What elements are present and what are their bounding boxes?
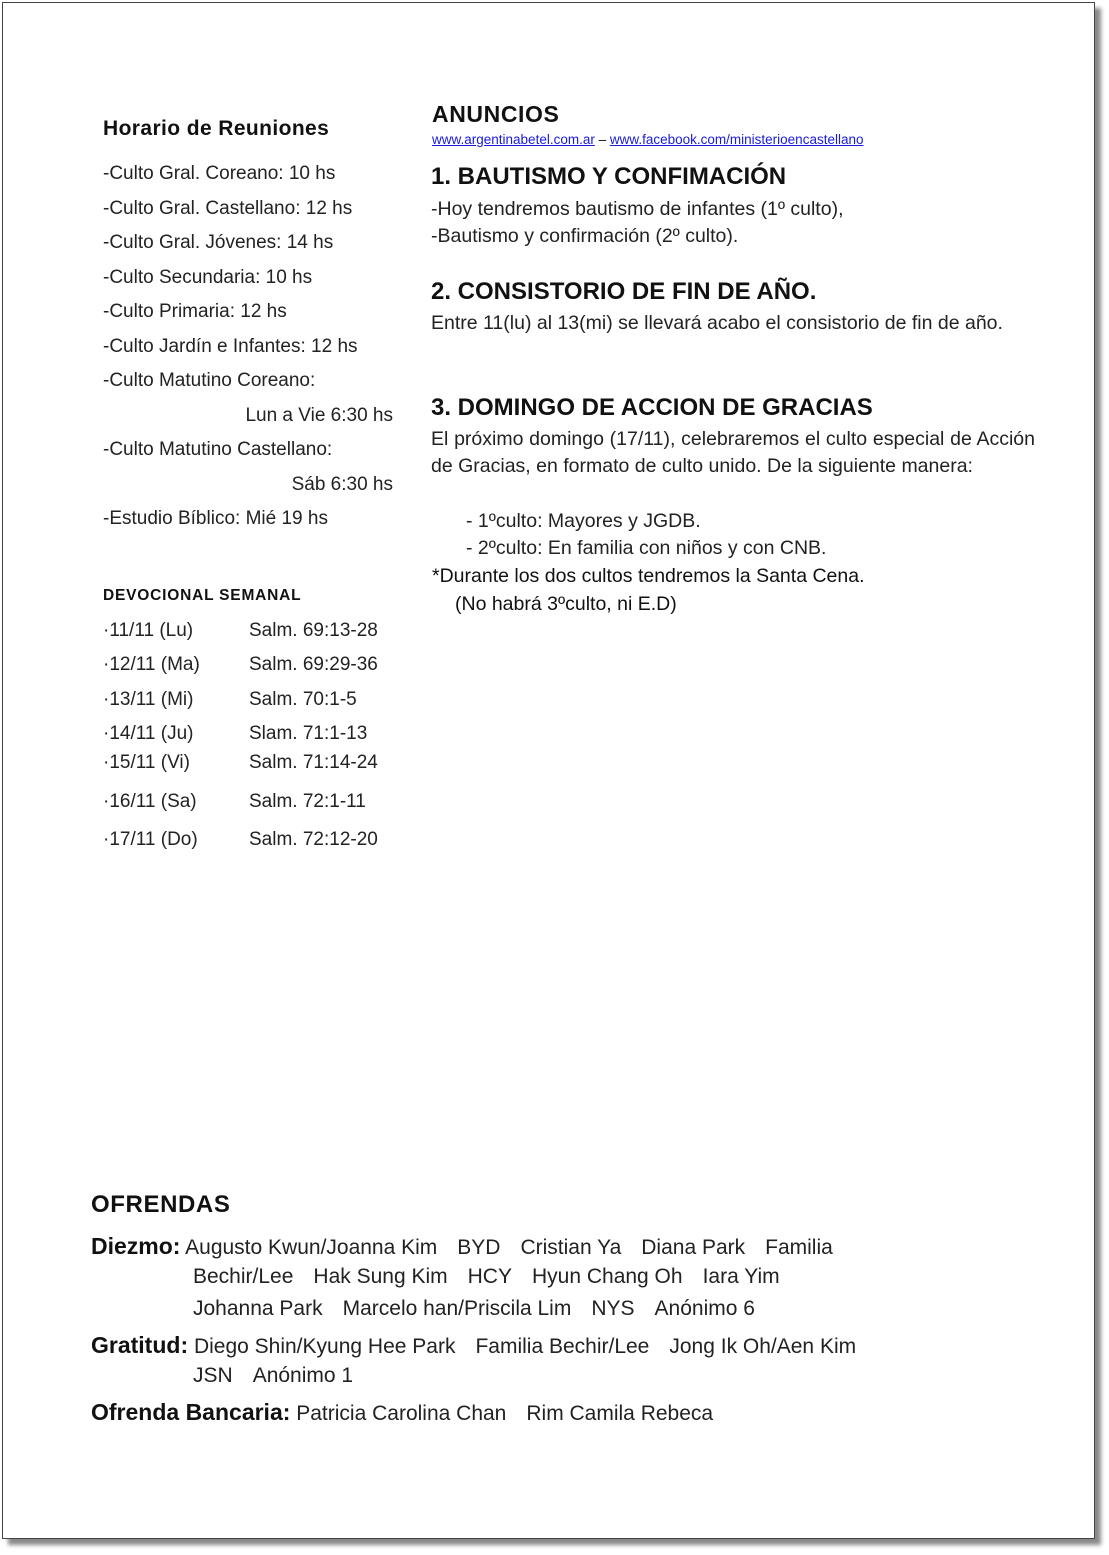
- schedule-item: -Culto Gral. Coreano: 10 hs: [103, 163, 336, 184]
- devotional-reference: Salm. 69:29-36: [249, 654, 378, 675]
- website-link[interactable]: www.argentinabetel.com.ar: [432, 132, 595, 147]
- donor-name: Iara Yim: [702, 1265, 780, 1288]
- thanksgiving-note: (No habrá 3ºculto, ni E.D): [455, 593, 677, 615]
- donor-name: Anónimo 1: [252, 1364, 354, 1387]
- schedule-item-time: Sáb 6:30 hs: [291, 474, 393, 495]
- donor-name: Rim Camila Rebeca: [526, 1402, 714, 1425]
- schedule-item: -Culto Jardín e Infantes: 12 hs: [103, 336, 358, 357]
- donor-name: Augusto Kwun/Joanna Kim: [185, 1236, 438, 1259]
- devotional-day: ·14/11 (Ju): [103, 723, 194, 744]
- devotional-day: ·13/11 (Mi): [103, 689, 194, 710]
- schedule-item: -Culto Primaria: 12 hs: [103, 301, 287, 322]
- devotional-title: DEVOCIONAL SEMANAL: [103, 587, 302, 604]
- donor-name: Hyun Chang Oh: [531, 1265, 683, 1288]
- schedule-item-time: Lun a Vie 6:30 hs: [245, 405, 393, 426]
- baptism-line: -Bautismo y confirmación (2º culto).: [431, 225, 739, 247]
- donor-name: Cristian Ya: [520, 1236, 622, 1259]
- donor-name: Bechir/Lee: [193, 1265, 294, 1288]
- consistory-text: Entre 11(lu) al 13(mi) se llevará acabo el consistorio de fin de año.: [431, 312, 1003, 334]
- donor-name: Patricia Carolina Chan: [296, 1402, 507, 1425]
- facebook-link[interactable]: www.facebook.com/ministerioencastellano: [609, 132, 864, 147]
- link-separator: –: [594, 132, 610, 147]
- devotional-reference: Salm. 69:13-28: [249, 620, 378, 641]
- schedule-item: -Culto Gral. Castellano: 12 hs: [103, 198, 353, 219]
- schedule-item: -Culto Matutino Castellano:: [103, 439, 333, 460]
- devotional-reference: Salm. 72:1-11: [249, 791, 366, 812]
- offering-line-gratitud: [193, 1364, 353, 1388]
- offering-label-gratitud: Gratitud:: [91, 1332, 189, 1358]
- schedule-title: Horario de Reuniones: [103, 117, 330, 140]
- section-title-thanksgiving: 3. DOMINGO DE ACCION DE GRACIAS: [431, 394, 873, 421]
- donor-name: Marcelo han/Priscila Lim: [342, 1297, 572, 1320]
- donor-name: HCY: [467, 1265, 512, 1288]
- schedule-item: -Culto Secundaria: 10 hs: [103, 267, 313, 288]
- devotional-day: ·11/11 (Lu): [103, 620, 194, 641]
- offering-label-bancaria: Ofrenda Bancaria:: [91, 1399, 291, 1425]
- section-title-consistory: 2. CONSISTORIO DE FIN DE AÑO.: [431, 278, 817, 305]
- offering-line-diezmo: [193, 1265, 780, 1289]
- donor-name: Familia: [765, 1236, 833, 1259]
- section-title-baptism: 1. BAUTISMO Y CONFIMACIÓN: [431, 163, 787, 190]
- devotional-day: ·16/11 (Sa): [103, 791, 197, 812]
- schedule-item: -Culto Matutino Coreano:: [103, 370, 316, 391]
- donor-name: Diana Park: [641, 1236, 746, 1259]
- devotional-day: ·17/11 (Do): [103, 829, 198, 850]
- donor-name: BYD: [457, 1236, 501, 1259]
- baptism-line: -Hoy tendremos bautismo de infantes (1º culto),: [431, 198, 844, 220]
- donor-name: Familia Bechir/Lee: [475, 1335, 650, 1358]
- devotional-reference: Salm. 72:12-20: [249, 829, 378, 850]
- schedule-item: -Estudio Bíblico: Mié 19 hs: [103, 508, 328, 529]
- devotional-reference: Slam. 71:1-13: [249, 723, 368, 744]
- bulletin-page: [2, 2, 1095, 1539]
- donor-name: JSN: [193, 1364, 233, 1387]
- offering-label-diezmo: Diezmo:: [91, 1233, 181, 1259]
- devotional-reference: Salm. 71:14-24: [249, 752, 378, 773]
- announcements-title: ANUNCIOS: [432, 101, 560, 127]
- devotional-reference: Salm. 70:1-5: [249, 689, 357, 710]
- offering-line-diezmo: [91, 1233, 833, 1260]
- schedule-item: -Culto Gral. Jóvenes: 14 hs: [103, 232, 334, 253]
- donor-name: Anónimo 6: [654, 1297, 755, 1320]
- devotional-day: ·15/11 (Vi): [103, 752, 190, 773]
- donor-name: Johanna Park: [193, 1297, 323, 1320]
- announcement-links: [432, 132, 863, 147]
- donor-name: Jong Ik Oh/Aen Kim: [669, 1335, 857, 1358]
- thanksgiving-note: *Durante los dos cultos tendremos la Santa Cena.: [432, 565, 865, 587]
- donor-name: NYS: [591, 1297, 635, 1320]
- devotional-day: ·12/11 (Ma): [103, 654, 200, 675]
- offering-line-gratitud: [91, 1332, 856, 1359]
- thanksgiving-text: El próximo domingo (17/11), celebraremos el culto especial de Acción de Gracias, en formato de culto unido. De la siguiente manera:: [431, 428, 1035, 477]
- offering-line-diezmo: [193, 1297, 755, 1321]
- offerings-title: OFRENDAS: [91, 1191, 231, 1218]
- donor-name: Hak Sung Kim: [313, 1265, 448, 1288]
- donor-name: Diego Shin/Kyung Hee Park: [193, 1335, 456, 1358]
- thanksgiving-bullet: - 1ºculto: Mayores y JGDB.: [466, 510, 701, 532]
- thanksgiving-bullet: - 2ºculto: En familia con niños y con CNB.: [466, 537, 827, 559]
- offering-line-bancaria: [91, 1399, 713, 1426]
